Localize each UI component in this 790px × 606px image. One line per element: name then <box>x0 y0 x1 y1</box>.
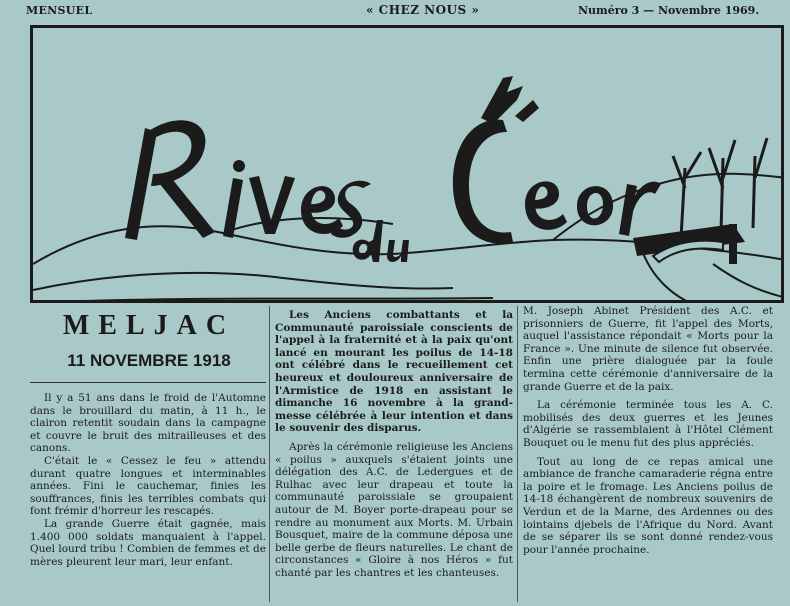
paragraph: Les Anciens combattants et la Communauté paroissiale conscients de l'appel à la fraternité et à la paix qu'ont lancé en mourant les poilus de 14-18 ont célébré dans le recueillement cet heureux et douloureux anniversaire de l'Armistice de 1918 en assistant le dimanche 16 novembre à la grand-messe célébrée à leur intention et dans le souvenir des disparus. <box>275 309 513 435</box>
article-date: 11 NOVEMBRE 1918 <box>67 351 231 370</box>
issue-number-date: Numéro 3 — Novembre 1969. <box>578 4 760 17</box>
paragraph: M. Joseph Abinet Président des A.C. et prisonniers de Guerre, fit l'appel des Morts, auquel l'assistance répondait « Morts pour la France ». Une minute de silence fut observée. Enfin une prière dialoguée par la foule termina cette cérémonie d'anniversaire de la grande Guerre et de la paix. <box>523 305 773 393</box>
article-title: MELJAC <box>62 310 236 341</box>
paragraph: La cérémonie terminée tous les A. C. mobilisés des deux guerres et les Jeunes d'Algérie se rassemblaient à l'Hôtel Clément Bouquet ou le menu fut des plus appréciés. <box>523 399 773 449</box>
paragraph: C'était le « Cessez le feu » attendu durant quatre longues et interminables années. Fini le cauchemar, finies les souffrances, finis les terribles combats qui font frémir d'horreur les rescapés. <box>30 454 266 518</box>
banner-logo-text: Rives du Céor <box>33 28 41 29</box>
paragraph: La grande Guerre était gagnée, mais 1.400 000 soldats manquaient à l'appel. Quel lourd tribu ! Combien de femmes et de mères pleurent leur mari, leur enfant. <box>30 517 266 568</box>
rives-du-ceor-banner <box>30 25 784 303</box>
paragraph: Il y a 51 ans dans le froid de l'Automne dans le brouillard du matin, à 11 h., le clairon retentit soudain dans la campagne et couvre le bruit des mitrailleuses et des canons. <box>30 392 266 455</box>
article-column-1 <box>30 392 266 568</box>
paragraph: Tout au long de ce repas amical une ambiance de franche camaraderie régna entre la poire et le fromage. Les Anciens poilus de 14-18 échangèrent de nombreux souvenirs de Verdun et de la Marne, des Ardennes ou des lointains djebels de l'Afrique du Nord. Avant de se séparer ils se sont donné rendez-vous pour l'année prochaine. <box>523 455 773 556</box>
column-divider <box>269 306 270 602</box>
paragraph: Après la cérémonie religieuse les Anciens « poilus » auxquels s'étaient joints une délégation des A.C. de Ledergues et de Rulhac avec leur drapeau et toute la communauté paroissiale se groupaient autour de M. Boyer porte-drapeau pour se rendre au monument aux Morts. M. Urbain Bousquet, maire de la commune déposa une belle gerbe de fleurs naturelles. Le chant de circonstances « Gloire à nos Héros » fut chanté par les chantres et les chanteuses. <box>275 440 513 579</box>
article-column-3 <box>523 305 773 556</box>
landscape-illustration <box>33 28 784 303</box>
publication-name: « CHEZ NOUS » <box>366 3 480 17</box>
article-column-2 <box>275 309 513 579</box>
masthead <box>0 0 790 22</box>
title-divider <box>30 382 266 383</box>
column-divider <box>517 306 518 602</box>
publication-frequency: MENSUEL <box>26 4 93 17</box>
